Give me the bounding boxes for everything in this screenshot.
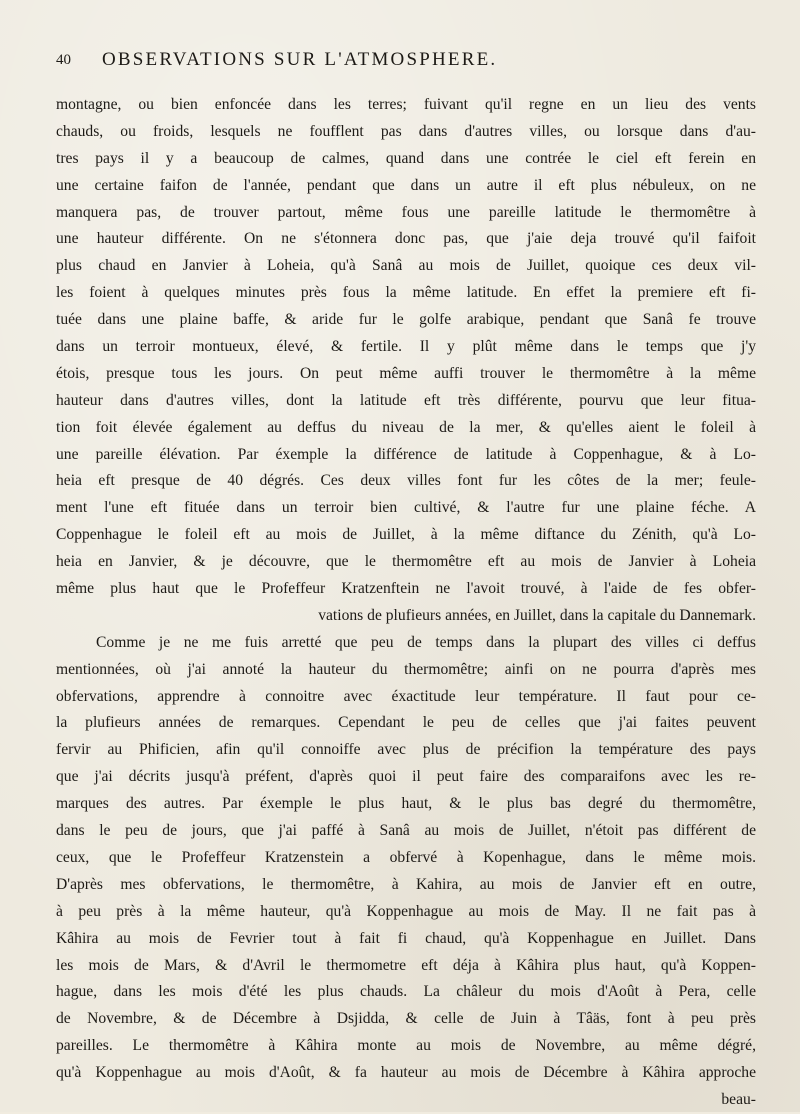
text-line: hague, dans les mois d'été les plus chauds. La châleur du mois d'Août à Pera, celle xyxy=(56,983,756,1001)
text-line: que j'ai décrits jusqu'à préfent, d'après quoi il peut faire des comparaifons avec les re- xyxy=(56,768,756,786)
text-line: la plufieurs années de remarques. Cependant le peu de celles que j'ai faites peuvent xyxy=(56,714,756,732)
text-line: une certaine faifon de l'année, pendant que dans un autre il eft plus nébuleux, on ne xyxy=(56,176,756,194)
text-line: Kâhira au mois de Fevrier tout à fait fi chaud, qu'à Koppenhague en Juillet. Dans xyxy=(56,929,756,947)
text-line: à peu près à la même hauteur, qu'à Koppenhague au mois de May. Il ne fait pas à xyxy=(56,902,756,920)
body-text xyxy=(56,92,756,1114)
text-line: marques des autres. Par éxemple le plus haut, & le plus bas degré du thermomêtre, xyxy=(56,795,756,813)
text-line: dans le peu de jours, que j'ai paffé à Sanâ au mois de Juillet, n'étoit pas différent de xyxy=(56,822,756,840)
text-line: étois, presque tous les jours. On peut même auffi trouver le thermomêtre à la même xyxy=(56,364,756,382)
page-number: 40 xyxy=(56,52,71,68)
catchword: beau- xyxy=(721,1090,756,1108)
text-line: Coppenhague le foleil eft au mois de Juillet, à la même diftance du Zénith, qu'à Lo- xyxy=(56,526,756,544)
text-line: tres pays il y a beaucoup de calmes, quand dans une contrée le ciel eft ferein en xyxy=(56,149,756,167)
text-line: montagne, ou bien enfoncée dans les terres; fuivant qu'il regne en un lieu des vents xyxy=(56,96,756,113)
text-line: ceux, que le Profeffeur Kratzenstein a obfervé à Kopenhague, dans le même mois. xyxy=(56,848,756,866)
text-line: une hauteur différente. On ne s'étonnera donc pas, que j'aie deja trouvé qu'il faifoit xyxy=(56,230,756,248)
text-line: D'après mes obfervations, le thermomêtre, à Kahira, au mois de Janvier eft en outre, xyxy=(56,875,756,893)
text-line: mentionnées, où j'ai annoté la hauteur du thermomêtre; ainfi on ne pourra d'après mes xyxy=(56,660,756,678)
text-line: une pareille élévation. Par éxemple la différence de latitude à Coppenhague, & à Lo- xyxy=(56,445,756,463)
running-title: OBSERVATIONS SUR L'ATMOSPHERE. xyxy=(102,49,498,70)
text-line: heia en Janvier, & je découvre, que le thermomêtre eft au mois de Janvier à Loheia xyxy=(56,553,756,571)
text-line: les foient à quelques minutes près fous la même latitude. En effet la premiere eft fi- xyxy=(56,284,756,302)
text-line: dans un terroir montueux, élevé, & fertile. Il y plût même dans le temps que j'y xyxy=(56,338,756,356)
text-line: plus chaud en Janvier à Loheia, qu'à Sanâ au mois de Juillet, quoique ces deux vil- xyxy=(56,257,756,275)
text-line: tion foit élevée également au deffus du niveau de la mer, & qu'elles aient le foleil à xyxy=(56,418,756,436)
text-line: ment l'une eft fituée dans un terroir bien cultivé, & l'autre fur une plaine féche. A xyxy=(56,499,756,517)
text-line: vations de plufieurs années, en Juillet, dans la capitale du Dannemark. xyxy=(318,606,756,624)
text-line: pareilles. Le thermomêtre à Kâhira monte au mois de Novembre, au même dégré, xyxy=(56,1037,756,1055)
page-header xyxy=(56,40,756,80)
text-line: fervir au Phificien, afin qu'il connoiffe avec plus de précifion la température des pays xyxy=(56,741,756,759)
text-line: qu'à Koppenhague au mois d'Août, & fa hauteur au mois de Décembre à Kâhira approche xyxy=(56,1064,756,1082)
text-line: hauteur dans d'autres villes, dont la latitude eft très différente, pourvu que leur fitua- xyxy=(56,391,756,409)
text-line: obfervations, apprendre à connoitre avec éxactitude leur température. Il faut pour ce- xyxy=(56,687,756,705)
text-line: de Novembre, & de Décembre à Dsjidda, & celle de Juin à Tâäs, font à peu près xyxy=(56,1010,756,1028)
text-line: manquera pas, de trouver partout, même fous une pareille latitude le thermomêtre à xyxy=(56,203,756,221)
text-line: même plus haut que le Profeffeur Kratzenftein ne l'avoit trouvé, à l'aide de fes obfer- xyxy=(56,580,756,598)
text-line: chauds, ou froids, lesquels ne foufflent pas dans d'autres villes, ou lorsque dans d'au- xyxy=(56,122,756,140)
text-line: heia eft presque de 40 dégrés. Ces deux villes font fur les côtes de la mer; feule- xyxy=(56,472,756,490)
text-line: tuée dans une plaine baffe, & aride fur le golfe arabique, pendant que Sanâ fe trouve xyxy=(56,311,756,329)
text-line: Comme je ne me fuis arretté que peu de temps dans la plupart des villes ci deffus xyxy=(96,633,756,651)
text-line: les mois de Mars, & d'Avril le thermometre eft déja à Kâhira plus haut, qu'à Koppen- xyxy=(56,956,756,974)
